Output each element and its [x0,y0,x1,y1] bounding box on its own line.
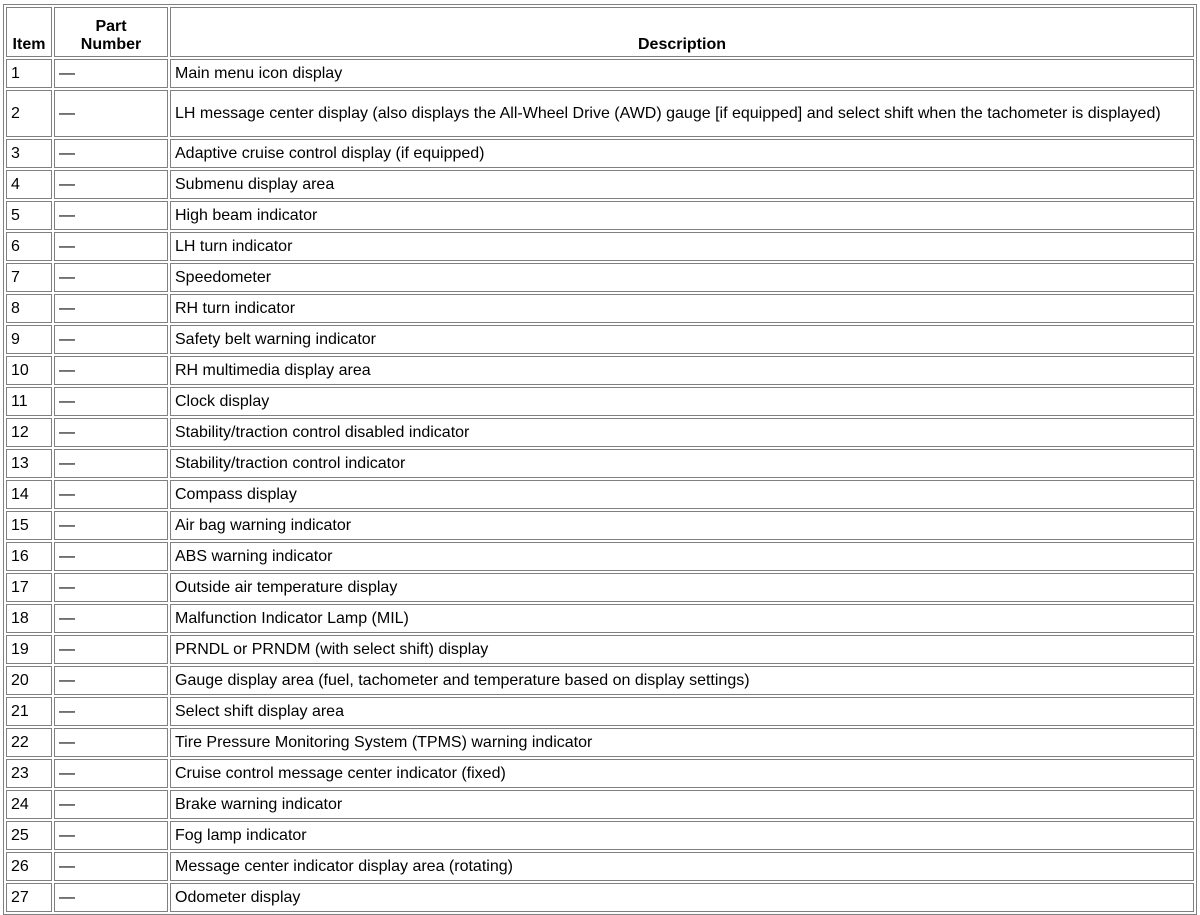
part-number-cell: — [54,449,168,478]
table-row [6,604,1194,633]
table-row [6,759,1194,788]
item-cell: 18 [6,604,52,633]
description-cell: Air bag warning indicator [170,511,1194,540]
description-cell: Message center indicator display area (rotating) [170,852,1194,881]
part-number-cell: — [54,511,168,540]
table-row [6,263,1194,292]
item-cell: 9 [6,325,52,354]
table-row [6,170,1194,199]
table-row [6,821,1194,850]
table-row [6,90,1194,137]
part-number-cell: — [54,170,168,199]
description-cell: RH multimedia display area [170,356,1194,385]
table-row [6,387,1194,416]
description-cell: Safety belt warning indicator [170,325,1194,354]
item-cell: 27 [6,883,52,912]
item-cell: 14 [6,480,52,509]
part-number-cell: — [54,294,168,323]
description-cell: Gauge display area (fuel, tachometer and temperature based on display settings) [170,666,1194,695]
description-cell: Stability/traction control disabled indicator [170,418,1194,447]
description-cell: PRNDL or PRNDM (with select shift) display [170,635,1194,664]
item-cell: 1 [6,59,52,88]
item-cell: 17 [6,573,52,602]
part-number-cell: — [54,356,168,385]
header-part-number-line1: Part [95,18,127,35]
table-row [6,232,1194,261]
item-cell: 26 [6,852,52,881]
description-cell: Fog lamp indicator [170,821,1194,850]
item-cell: 20 [6,666,52,695]
description-cell: RH turn indicator [170,294,1194,323]
table-row [6,697,1194,726]
item-cell: 19 [6,635,52,664]
part-number-cell: — [54,387,168,416]
header-item: Item [6,7,52,57]
table-row [6,139,1194,168]
description-cell: High beam indicator [170,201,1194,230]
item-cell: 7 [6,263,52,292]
part-number-cell: — [54,759,168,788]
item-cell: 16 [6,542,52,571]
description-cell: Malfunction Indicator Lamp (MIL) [170,604,1194,633]
table-body [6,59,1194,912]
table-row [6,728,1194,757]
header-part-number-line2: Number [80,36,142,53]
description-cell: ABS warning indicator [170,542,1194,571]
item-cell: 15 [6,511,52,540]
table-row [6,883,1194,912]
description-cell: LH message center display (also displays the All-Wheel Drive (AWD) gauge [if equipped] and select shift when the tachometer is displayed) [170,90,1194,137]
item-cell: 8 [6,294,52,323]
part-number-cell: — [54,325,168,354]
part-number-cell: — [54,90,168,137]
part-number-cell: — [54,573,168,602]
table-row [6,201,1194,230]
part-number-cell: — [54,852,168,881]
description-cell: LH turn indicator [170,232,1194,261]
description-cell: Clock display [170,387,1194,416]
table-row [6,542,1194,571]
part-number-cell: — [54,666,168,695]
table-row [6,635,1194,664]
part-number-cell: — [54,263,168,292]
table-row [6,418,1194,447]
table-row [6,325,1194,354]
description-cell: Submenu display area [170,170,1194,199]
description-cell: Main menu icon display [170,59,1194,88]
part-number-cell: — [54,232,168,261]
item-cell: 6 [6,232,52,261]
table-row [6,573,1194,602]
description-cell: Outside air temperature display [170,573,1194,602]
item-cell: 24 [6,790,52,819]
part-number-cell: — [54,821,168,850]
header-part-number [54,7,168,57]
part-number-cell: — [54,418,168,447]
table-row [6,511,1194,540]
table-row [6,666,1194,695]
item-cell: 3 [6,139,52,168]
item-cell: 22 [6,728,52,757]
parts-table [3,4,1197,915]
item-cell: 10 [6,356,52,385]
description-cell: Odometer display [170,883,1194,912]
description-cell: Select shift display area [170,697,1194,726]
table-row [6,480,1194,509]
item-cell: 5 [6,201,52,230]
part-number-cell: — [54,139,168,168]
header-description: Description [170,7,1194,57]
table-row [6,852,1194,881]
item-cell: 12 [6,418,52,447]
description-cell: Compass display [170,480,1194,509]
part-number-cell: — [54,728,168,757]
table-row [6,790,1194,819]
description-cell: Cruise control message center indicator (fixed) [170,759,1194,788]
part-number-cell: — [54,635,168,664]
description-cell: Adaptive cruise control display (if equipped) [170,139,1194,168]
part-number-cell: — [54,790,168,819]
part-number-cell: — [54,604,168,633]
item-cell: 13 [6,449,52,478]
description-cell: Stability/traction control indicator [170,449,1194,478]
part-number-cell: — [54,542,168,571]
item-cell: 2 [6,90,52,137]
table-row [6,449,1194,478]
header-row [6,7,1194,57]
item-cell: 21 [6,697,52,726]
part-number-cell: — [54,883,168,912]
part-number-cell: — [54,59,168,88]
table-row [6,356,1194,385]
item-cell: 23 [6,759,52,788]
part-number-cell: — [54,201,168,230]
description-cell: Brake warning indicator [170,790,1194,819]
table-row [6,294,1194,323]
table-row [6,59,1194,88]
item-cell: 4 [6,170,52,199]
description-cell: Tire Pressure Monitoring System (TPMS) warning indicator [170,728,1194,757]
item-cell: 25 [6,821,52,850]
description-cell: Speedometer [170,263,1194,292]
part-number-cell: — [54,480,168,509]
item-cell: 11 [6,387,52,416]
part-number-cell: — [54,697,168,726]
